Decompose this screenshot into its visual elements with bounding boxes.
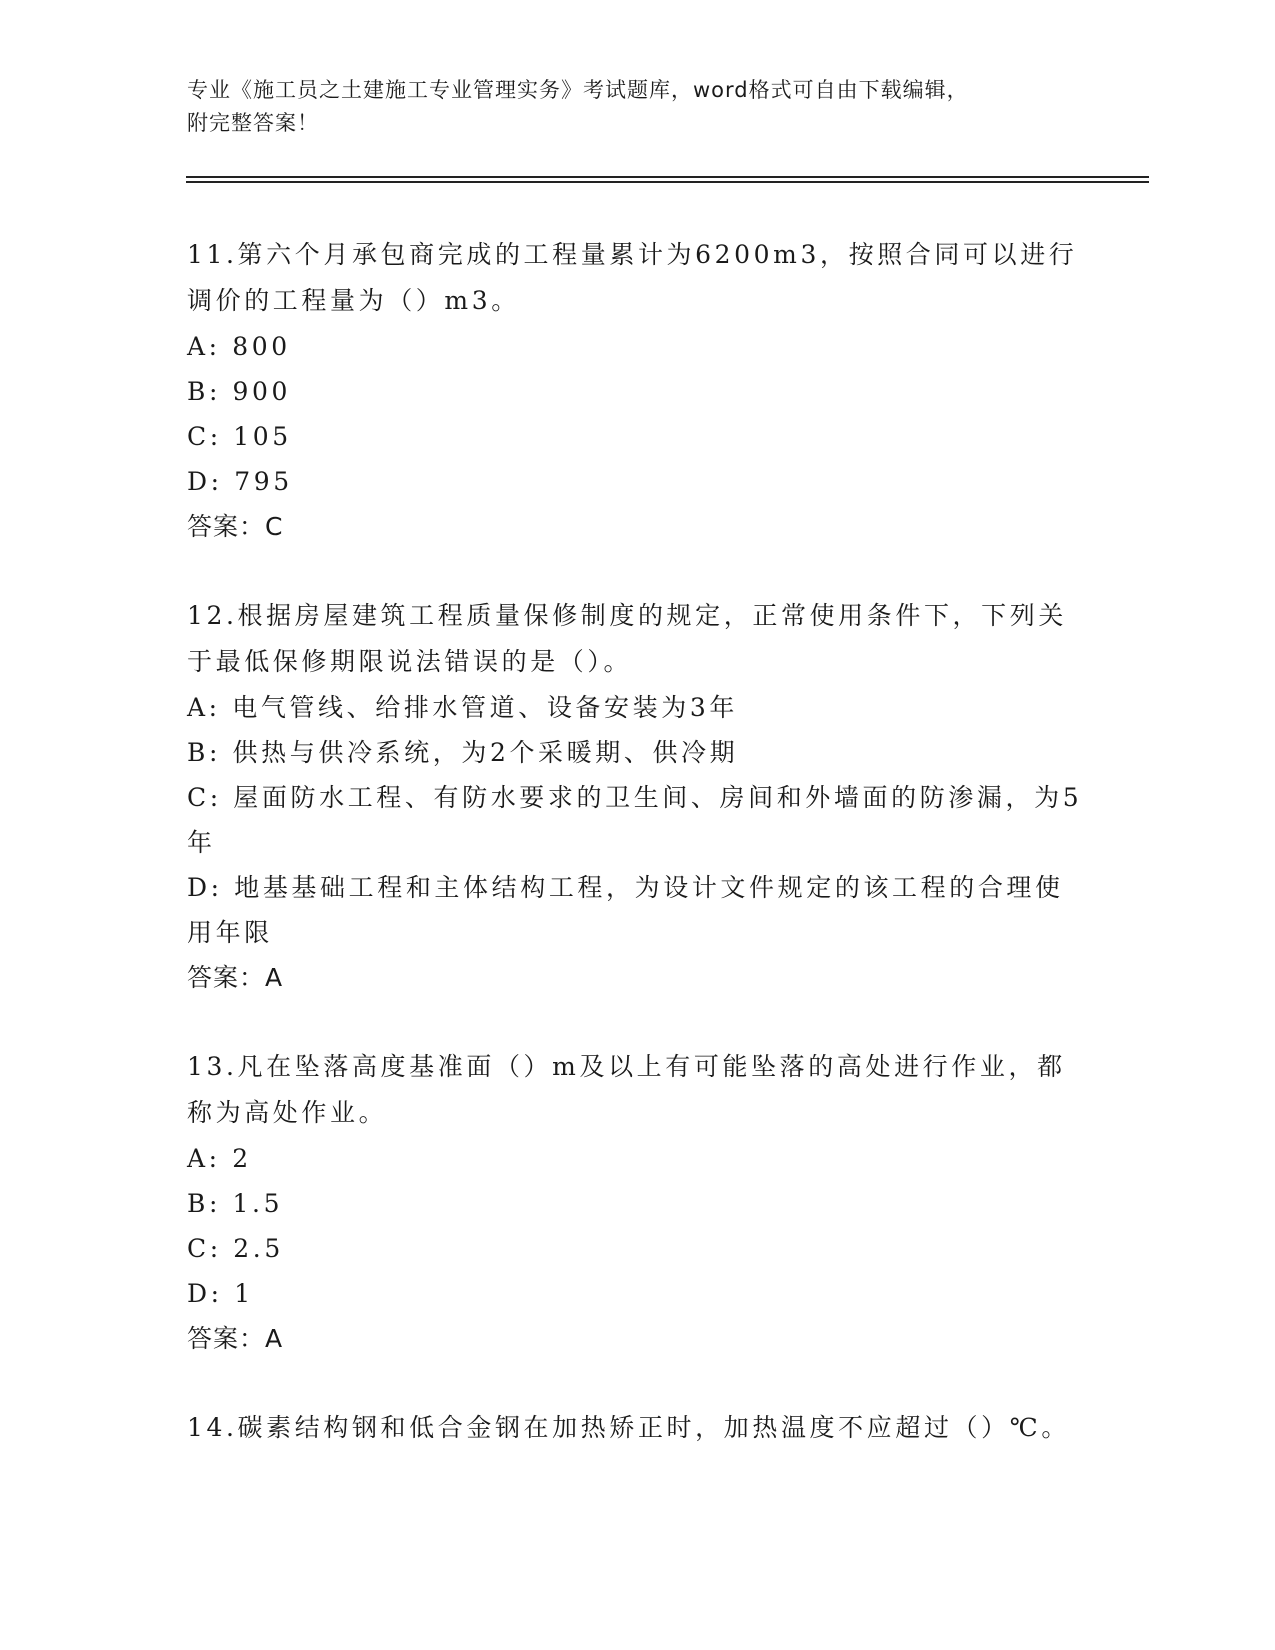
question-11 xyxy=(187,232,1087,550)
option-d: D: 795 xyxy=(187,467,293,496)
header-line-2: 附完整答案！ xyxy=(187,111,319,135)
option-d: D: 地基基础工程和主体结构工程，为设计文件规定的该工程的合理使用年限 xyxy=(187,873,1064,947)
question-stem: 12.根据房屋建筑工程质量保修制度的规定，正常使用条件下，下列关于最低保修期限说法错误的是（）。 xyxy=(187,601,1067,676)
document-header xyxy=(187,74,1087,140)
answer: 答案：C xyxy=(187,512,284,541)
option-c: C: 105 xyxy=(187,422,292,451)
question-list xyxy=(187,232,1087,1494)
option-b: B: 供热与供冷系统，为2个采暖期、供冷期 xyxy=(187,738,739,767)
question-12 xyxy=(187,593,1087,1001)
header-divider-top xyxy=(186,176,1149,178)
option-b: B: 900 xyxy=(187,377,292,406)
option-a: A: 2 xyxy=(187,1144,252,1173)
question-14 xyxy=(187,1405,1087,1451)
answer: 答案：A xyxy=(187,963,284,992)
answer: 答案：A xyxy=(187,1324,284,1353)
option-d: D: 1 xyxy=(187,1279,254,1308)
option-a: A: 电气管线、给排水管道、设备安装为3年 xyxy=(187,693,738,722)
option-c: C: 屋面防水工程、有防水要求的卫生间、房间和外墙面的防渗漏，为5年 xyxy=(187,783,1083,857)
question-stem: 14.碳素结构钢和低合金钢在加热矫正时，加热温度不应超过（）℃。 xyxy=(187,1413,1070,1442)
option-b: B: 1.5 xyxy=(187,1189,284,1218)
option-c: C: 2.5 xyxy=(187,1234,284,1263)
header-line-1: 专业《施工员之土建施工专业管理实务》考试题库，word格式可自由下载编辑， xyxy=(187,78,969,102)
option-a: A: 800 xyxy=(187,332,291,361)
question-stem: 11.第六个月承包商完成的工程量累计为6200m3，按照合同可以进行调价的工程量为（）m3。 xyxy=(187,240,1078,315)
question-13 xyxy=(187,1044,1087,1362)
header-divider-bottom xyxy=(186,181,1149,183)
question-stem: 13.凡在坠落高度基准面（）m及以上有可能坠落的高处进行作业，都称为高处作业。 xyxy=(187,1052,1066,1127)
